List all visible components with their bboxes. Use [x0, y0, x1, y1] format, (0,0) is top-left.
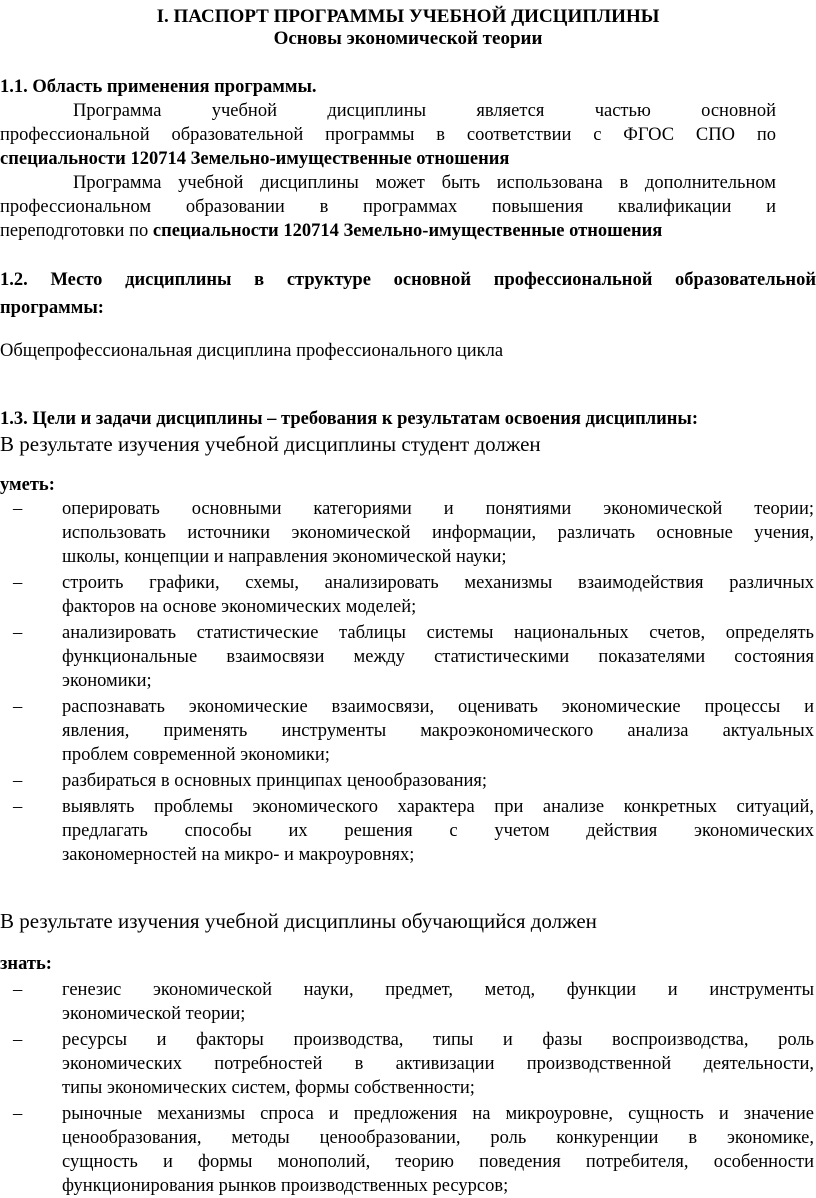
list-item-line: рыночные механизмы спроса и предложения на микроуровне, сущность и значение [62, 1104, 814, 1124]
list-item-line: оперировать основными категориями и понятиями экономической теории; [62, 499, 814, 519]
discipline-name: Основы экономической теории [273, 28, 543, 49]
list-item-line: генезис экономической науки, предмет, метод, функции и инструменты [62, 980, 814, 1000]
skill-item [0, 497, 816, 569]
list-item-line: экономики; [62, 671, 152, 691]
discipline-place-text: Общепрофессиональная дисциплина профессионального цикла [0, 341, 504, 361]
bullet-dash: – [13, 980, 23, 1000]
skill-item [0, 571, 816, 619]
specialty-name: специальности 120714 Земельно-имущественные отношения [152, 221, 663, 241]
paragraph-line [0, 219, 776, 243]
knowledge-item [0, 1028, 816, 1100]
section-1-1-heading: 1.1. Область применения программы. [0, 77, 317, 97]
list-item-line: использовать источники экономической информации, различать основные учения, [62, 523, 814, 543]
section-1-2-heading: 1.2. Место дисциплины в структуре основной профессиональной образовательной [0, 270, 816, 290]
paragraph-line: профессиональной образовательной программы в соответствии с ФГОС СПО по [0, 125, 776, 145]
bullet-dash: – [13, 797, 23, 817]
skill-item [0, 695, 816, 767]
list-item-line: анализировать статистические таблицы системы национальных счетов, определять [62, 623, 814, 643]
bullet-dash: – [13, 1104, 23, 1124]
list-item-line: функциональные взаимосвязи между статистическими показателями состояния [62, 647, 814, 667]
section-1-2-heading-cont: программы: [0, 298, 104, 318]
list-item-line: закономерностей на микро- и макроуровнях; [62, 845, 415, 865]
specialty-name: специальности 120714 Земельно-имущественные отношения [0, 149, 510, 169]
document-title: I. ПАСПОРТ ПРОГРАММЫ УЧЕБНОЙ ДИСЦИПЛИНЫ [156, 6, 660, 27]
paragraph-line: профессиональном образовании в программах повышения квалификации и [0, 197, 776, 217]
bullet-dash: – [13, 771, 23, 791]
skills-label: уметь: [0, 475, 55, 495]
bullet-dash: – [13, 1030, 23, 1050]
list-item-line: строить графики, схемы, анализировать механизмы взаимодействия различных [62, 573, 814, 593]
intro-student-text: В результате изучения учебной дисциплины студент должен [0, 432, 541, 456]
intro-learner-text: В результате изучения учебной дисциплины обучающийся должен [0, 909, 597, 933]
list-item-line: разбираться в основных принципах ценообразования; [62, 771, 488, 791]
bullet-dash: – [13, 499, 23, 519]
list-item-line: ресурсы и факторы производства, типы и фазы воспроизводства, роль [62, 1030, 814, 1050]
skill-item [0, 621, 816, 693]
list-item-line: предлагать способы их решения с учетом действия экономических [62, 821, 814, 841]
list-item-line: проблем современной экономики; [62, 745, 330, 765]
list-item-line: экономических потребностей в активизации производственной деятельности, [62, 1054, 814, 1074]
list-item-line: ценообразования, методы ценообразовании, роль конкуренции в экономике, [62, 1128, 814, 1148]
list-item-line: выявлять проблемы экономического характера при анализе конкретных ситуаций, [62, 797, 814, 817]
bullet-dash: – [13, 697, 23, 717]
paragraph-line: Программа учебной дисциплины является частью основной [73, 101, 776, 121]
list-item-line: сущность и формы монополий, теорию поведения потребителя, особенности [62, 1152, 814, 1172]
list-item-line: экономической теории; [62, 1004, 246, 1024]
section-1-3-heading: 1.3. Цели и задачи дисциплины – требования к результатам освоения дисциплины: [0, 409, 699, 429]
list-item-line: явления, применять инструменты макроэкономического анализа актуальных [62, 721, 814, 741]
knowledge-item [0, 978, 816, 1026]
paragraph-text: переподготовки по [0, 221, 153, 241]
bullet-dash: – [13, 623, 23, 643]
list-item-line: распознавать экономические взаимосвязи, оценивать экономические процессы и [62, 697, 814, 717]
paragraph-line: Программа учебной дисциплины может быть использована в дополнительном [73, 173, 776, 193]
paragraph-line [0, 147, 776, 171]
list-item-line: школы, концепции и направления экономической науки; [62, 547, 507, 567]
list-item-line: функционирования рынков производственных ресурсов; [62, 1176, 509, 1196]
knowledge-label: знать: [0, 954, 52, 974]
knowledge-item [0, 1102, 816, 1198]
skill-item [0, 795, 816, 867]
skill-item [0, 769, 816, 793]
list-item-line: факторов на основе экономических моделей; [62, 597, 417, 617]
list-item-line: типы экономических систем, формы собственности; [62, 1078, 475, 1098]
bullet-dash: – [13, 573, 23, 593]
